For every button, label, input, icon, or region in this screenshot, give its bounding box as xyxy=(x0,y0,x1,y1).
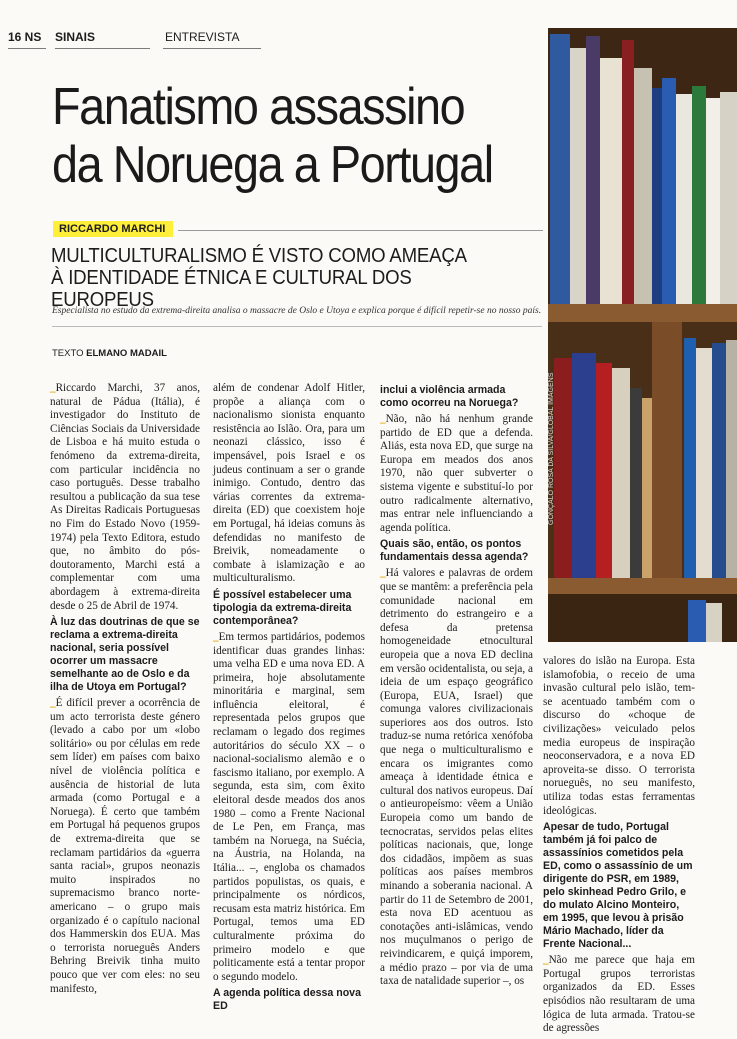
intro-paragraph: _Riccardo Marchi, 37 anos, natural de Pádua (Itália), é investigador do Instituto de Ciências Sociais da Universidade de Lisboa e há muito estuda o fenómeno da extrema-direita, com particular incidência no caso português. Desse trabalho resultou a publicação da sua tese As Direitas Radicais Portuguesas no Fim do Estado Novo (1959-1974) pela Texto Editora, estudo que, no âmbito do pós-doutoramento, Marchi está a complementar com uma abordagem à extrema-direita desde o 25 de Abril de 1974. xyxy=(50,382,200,612)
header-rule xyxy=(55,48,150,49)
author-highlight: RICCARDO MARCHI xyxy=(53,221,173,237)
article-column-4 xyxy=(543,655,695,1039)
subtitle xyxy=(51,245,497,311)
question: É possível estabelecer uma tipologia da extrema-direita contemporânea? xyxy=(213,588,352,627)
page-number: 16 NS xyxy=(8,30,42,44)
body-paragraph: além de condenar Adolf Hitler, propõe a aliança com o nacionalismo sionista enquanto resistência ao Islão. Ora, para um neonazi clássico, isso é impensável, pois Israel e os judeus continuam a ser o grande inimigo. Contudo, dentro das várias correntes da extrema-direita (ED) que coexistem hoje em Portugal, há ideias comuns às defendidas no manifesto de Breivik, nomeadamente o combate à islamização e ao multiculturalismo. xyxy=(213,382,365,585)
article-column-3 xyxy=(380,384,533,992)
answer-paragraph: _Há valores e palavras de ordem que se mantêm: a preferência pela comunidade nacional em detrimento do estrangeiro e a defesa da pretensa homogeneidade etnocultural europeia que a nova ED declina em versão ocidentalista, ou seja, a ideia de um espaço geográfico (Europa, EUA, Israel) que comunga valores civilizacionais superiores aos dos outros. Isto traduz-se numa retórica xenófoba que nega o multiculturalismo e encara os imigrantes como ameaça à identidade étnica e cultural dos nativos europeus. Daí o antieuropeísmo: vêem a União Europeia como um bando de tecnocratas, servidos pelas elites políticas nacionais, que, longe dos cidadãos, impõem as suas políticas aos países membros minando a soberania nacional. A partir do 11 de Setembro de 2001, esta nova ED acentuou as conotações anti-islâmicas, vendo nos muçulmanos o perigo de reivindicarem, e quiçá imporem, a médio prazo – por via de uma taxa de natalidade superior –, os xyxy=(380,567,533,988)
intro-text: Riccardo Marchi, 37 anos, natural de Pádua (Itália), é investigador do Instituto de Ciências Sociais da Universidade de Lisboa e há muito estuda o fenómeno da extrema-direita, com particular incidência no caso português. Desse trabalho resultou a publicação da sua tese As Direitas Radicais Portuguesas no Fim do Estado Novo (1959-1974) pela Texto Editora, estudo que, no âmbito do pós-doutoramento, Marchi está a complementar com uma abordagem à extrema-direita desde o 25 de Abril de 1974. xyxy=(50,382,200,612)
answer-text: Há valores e palavras de ordem que se mantêm: a preferência pela comunidade nacional em detrimento do estrangeiro e a defesa da pretensa homogeneidade etnocultural europeia que a nova ED declina em versão ocidentalista, ou seja, a ideia de um espaço geográfico (Europa, EUA, Israel) que comunga valores civilizacionais superiores aos dos outros. Isto traduz-se numa retórica xenófoba que nega o multiculturalismo e encara os imigrantes como ameaça à identidade étnica e cultural dos nativos europeus. Daí o antieuropeísmo: vêem a União Europeia como um bando de tecnocratas, servidos pelas elites políticas nacionais, que, longe dos cidadãos, impõem as suas políticas aos países membros minando a soberania nacional. A partir do 11 de Setembro de 2001, esta nova ED acentuou as conotações anti-islâmicas, vendo nos muçulmanos o perigo de reivindicarem, e quiçá imporem, a médio prazo – por via de uma taxa de natalidade superior –, os xyxy=(380,567,533,988)
byline-prefix: TEXTO xyxy=(52,348,84,359)
author-rule xyxy=(178,230,543,231)
headline xyxy=(52,78,493,194)
answer-paragraph: _Em termos partidários, podemos identificar duas grandes linhas: uma velha ED e uma nova ED. A primeira, hoje absolutamente minoritária e marginal, sem influência eleitoral, é representada pelos grupos que reclamam o legado dos regimes autoritários do século XX – o nacional-socialismo alemão e o fascismo italiano, por exemplo. A segunda, esta sim, com êxito eleitoral desde meados dos anos 1980 – como a Frente Nacional de Le Pen, em França, mas também na Noruega, na Suécia, na Áustria, na Holanda, na Itália... –, engloba os chamados partidos populistas, os quais, e principalmente os nórdicos, recusam esta matriz histórica. Em Portugal, temos uma ED culturalmente próxima do primeiro modelo e que politicamente está a tentar propor o segundo modelo. xyxy=(213,630,365,983)
headline-line: Fanatismo assassino xyxy=(52,78,465,136)
answer-text: Não, não há nenhum grande partido de ED que a defenda. Aliás, esta nova ED, que surge na Europa em meados dos anos 1970, não quer subverter o sistema vigente e substituí-lo por outro radicalmente alternativo, mas entrar nele influenciando a agenda política. xyxy=(380,413,533,534)
section-label: SINAIS xyxy=(55,30,96,44)
question: inclui a violência armada como ocorreu na Noruega? xyxy=(380,384,519,409)
question: À luz das doutrinas de que se reclama a extrema-direita nacional, seria possível ocorrer um massacre semelhante ao de Oslo e da ilha de Utoya em Portugal? xyxy=(50,616,200,694)
lead-rule xyxy=(52,326,542,327)
answer-paragraph: _Não me parece que haja em Portugal grupos terroristas organizados da ED. Esses episódios não resultaram de uma lógica de luta armada. Tratou-se de agressões xyxy=(543,954,695,1035)
question: Quais são, então, os pontos fundamentais dessa agenda? xyxy=(380,538,529,564)
question: A agenda política dessa nova ED xyxy=(213,987,361,1013)
subtitle-line: À IDENTIDADE ÉTNICA E CULTURAL DOS EUROPEUS xyxy=(51,267,412,311)
byline-name: ELMANO MADAIL xyxy=(86,348,167,359)
byline xyxy=(52,348,167,359)
subtitle-line: MULTICULTURALISMO É VISTO COMO AMEAÇA xyxy=(51,245,467,267)
bookshelf-photo xyxy=(548,28,737,642)
body-paragraph: valores do islão na Europa. Esta islamofobia, o receio de uma invasão cultural pelo islão, tem-se acentuado também com o discurso do «choque de civilizações» veiculado pelos media europeus de inspiração neoconservadora, e a nova ED aproveita-se disso. O terrorista norueguês, no seu manifesto, utiliza todas estas ferramentas ideológicas. xyxy=(543,655,695,817)
question: Apesar de tudo, Portugal também já foi palco de assassínios cometidos pela ED, como o assassínio de um dirigente do PSR, em 1989, pelo skinhead Pedro Grilo, e do mulato Alcino Monteiro, em 1995, que levou à prisão Mário Machado, líder da Frente Nacional... xyxy=(543,821,693,951)
header-rule xyxy=(8,48,46,49)
subsection-label: ENTREVISTA xyxy=(165,30,240,44)
answer-text: Em termos partidários, podemos identificar duas grandes linhas: uma velha ED e uma nova ED. A primeira, hoje absolutamente minoritária e marginal, sem influência eleitoral, é representada pelos grupos que reclamam o legado dos regimes autoritários do século XX – o nacional-socialismo alemão e o fascismo italiano, por exemplo. A segunda, esta sim, com êxito eleitoral desde meados dos anos 1980 – como a Frente Nacional de Le Pen, em França, mas também na Noruega, na Suécia, na Áustria, na Holanda, na Itália... –, engloba os chamados partidos populistas, os quais, e principalmente os nórdicos, recusam esta matriz histórica. Em Portugal, temos uma ED culturalmente próxima do primeiro modelo e que politicamente está a tentar propor o segundo modelo. xyxy=(213,630,365,983)
answer-text: É difícil prever a ocorrência de um acto terrorista deste género (levado a cabo por um «lobo solitário» ou por células em rede sem líder) em países com baixo nível de violência política e ausência de historial de luta armada (como Portugal e a Noruega). É certo que também em Portugal há pequenos grupos de extrema-direita que se reclamam partidários da «guerra santa racial», grupos neonazis muito inspirados no supremacismo branco norte-americano – o grupo mais organizado é o capítulo nacional dos Hammerskin dos EUA. Mas o terrorista norueguês Anders Behring Breivik tinha muito pouco que ver com eles: no seu manifesto, xyxy=(50,697,200,995)
headline-line: da Noruega a Portugal xyxy=(52,136,493,194)
article-column-1 xyxy=(50,382,200,999)
lead-text: Especialista no estudo da extrema-direita analisa o massacre de Oslo e Utoya e explica porque é difícil repetir-se no nosso país. xyxy=(52,306,542,316)
answer-text: Não me parece que haja em Portugal grupos terroristas organizados da ED. Esses episódios não resultaram de uma lógica de luta armada. Tratou-se de agressões xyxy=(543,954,695,1035)
header-rule xyxy=(163,48,261,49)
photo-credit: GONÇALO ROSA DA SILVA/GLOBAL IMAGENS xyxy=(548,372,555,525)
article-column-2 xyxy=(213,382,365,1016)
answer-paragraph: _Não, não há nenhum grande partido de ED que a defenda. Aliás, esta nova ED, que surge na Europa em meados dos anos 1970, não quer subverter o sistema vigente e substituí-lo por outro radicalmente alternativo, mas entrar nele influenciando a agenda política. xyxy=(380,413,533,534)
answer-paragraph: _É difícil prever a ocorrência de um acto terrorista deste género (levado a cabo por um «lobo solitário» ou por células em rede sem líder) em países com baixo nível de violência política e ausência de historial de luta armada (como Portugal e a Noruega). É certo que também em Portugal há pequenos grupos de extrema-direita que se reclamam partidários da «guerra santa racial», grupos neonazis muito inspirados no supremacismo branco norte-americano – o grupo mais organizado é o capítulo nacional dos Hammerskin dos EUA. Mas o terrorista norueguês Anders Behring Breivik tinha muito pouco que ver com eles: no seu manifesto, xyxy=(50,697,200,995)
